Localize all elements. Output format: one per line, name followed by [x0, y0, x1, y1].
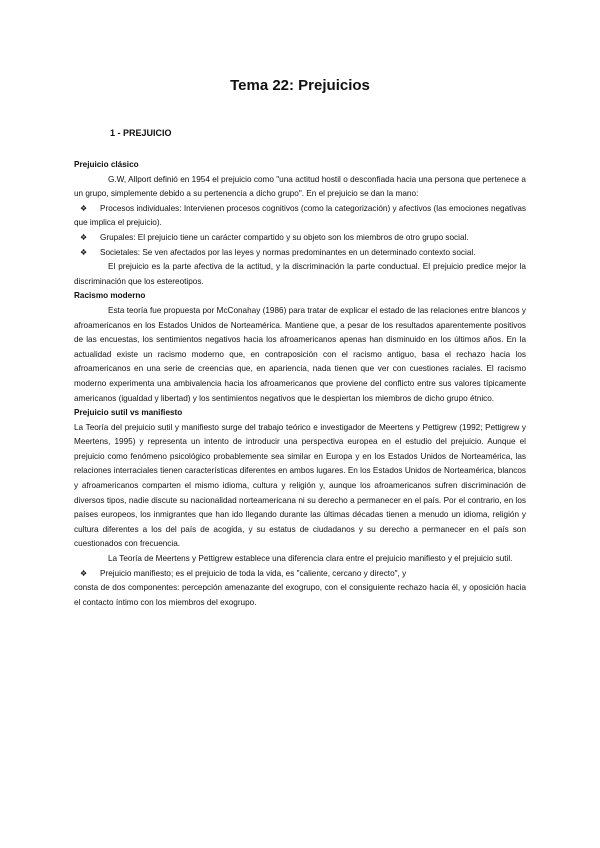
- document-title: Tema 22: Prejuicios: [230, 77, 370, 94]
- paragraph-meertens: La Teoría del prejuicio sutil y manifiesto surge del trabajo teórico e investigador de Meertens y Pettigrew (1992; Pettigrew y Meertens, 1995) y representa un intento de introducir una perspectiva europea en el estudio del prejuicio. Aunque el prejuicio como fenómeno psicológico probablemente sea similar en Europa y en los Estados Unidos de Norteamérica, las relaciones interraciales tienen características diferentes en ambos lugares. En los Estados Unidos de Norteamérica, blancos y afroamericanos comparten el mismo idioma, cultura y religión y, aunque los afroamericanos sufren discriminación de diversos tipos, nadie discute su nacionalidad norteamericana ni su derecho a permanecer en el país. Por el contrario, en los países europeos, los inmigrantes que han ido llegando durante las últimas décadas tienen a menudo un idioma, religión y cultura diferentes a los del país de acogida, y su estatus de ciudadanos y su derecho a permanecer en el país son cuestionados con frecuencia.: [74, 422, 526, 549]
- subheading-racismo-moderno: Racismo moderno: [74, 291, 146, 301]
- diamond-bullet-icon: ❖: [80, 568, 88, 578]
- document-body: [74, 158, 526, 610]
- diamond-bullet-icon: ❖: [80, 232, 88, 242]
- bullet-item: [74, 202, 526, 231]
- section-heading: 1 - PREJUICIO: [110, 128, 172, 138]
- diamond-bullet-icon: ❖: [80, 247, 88, 257]
- bullet-continuation: consta de dos componentes: percepción amenazante del exogrupo, con el consiguiente rechazo hacia él, y oposición hacia el contacto íntimo con los miembros del exogrupo.: [74, 583, 526, 607]
- diamond-bullet-icon: ❖: [80, 203, 88, 213]
- bullet-text: Procesos individuales: Intervienen procesos cognitivos (como la categorización) y afectivos (las emociones negativas que implica el prejuicio).: [74, 203, 526, 228]
- bullet-text: Grupales: El prejuicio tiene un carácter compartido y su objeto son los miembros de otro grupo social.: [100, 232, 469, 242]
- paragraph-allport: G.W, Allport definió en 1954 el prejuicio como "una actitud hostil o desconfiada hacia una persona que pertenece a un grupo, simplemente debido a su pertenencia a dicho grupo". En el prejuicio se dan la mano:: [74, 174, 526, 199]
- subheading-prejuicio-sutil: Prejuicio sutil vs manifiesto: [74, 408, 183, 418]
- paragraph-mcconahay: Esta teoría fue propuesta por McConahay (1986) para tratar de explicar el estado de las relaciones entre blancos y afroamericanos en los Estados Unidos de Norteamérica. Mantiene que, a pesar de los resultados aparentemente positivos de las encuestas, los sentimientos negativos hacia los afroamericanos apenas han disminuido en los últimos años. En la actualidad existe un racismo moderno que, en contraposición con el racismo antiguo, basa el rechazo hacia los afroamericanos en una serie de creencias que, en apariencia, nada tienen que ver con cuestiones raciales. El racismo moderno experimenta una ambivalencia hacia los afroamericanos que proviene del conflicto entre sus valores típicamente americanos (igualdad y libertad) y los sentimientos negativos que le despiertan los miembros de dicho grupo étnico.: [74, 305, 526, 403]
- bullet-item: [74, 567, 526, 582]
- subheading-prejuicio-clasico: Prejuicio clásico: [74, 160, 139, 169]
- bullet-item: [74, 231, 526, 246]
- bullet-item: [74, 246, 526, 261]
- paragraph-distincion: La Teoría de Meertens y Pettigrew establece una diferencia clara entre el prejuicio manifiesto y el prejuicio sutil.: [108, 554, 513, 564]
- paragraph-afectiva: El prejuicio es la parte afectiva de la actitud, y la discriminación la parte conductual. El prejuicio predice mejor la discriminación que los estereotipos.: [74, 262, 526, 286]
- bullet-text: Societales: Se ven afectados por las leyes y normas predominantes en un determinado contexto social.: [100, 247, 476, 257]
- bullet-text: Prejuicio manifiesto; es el prejuicio de toda la vida, es "caliente, cercano y directo", y: [100, 568, 407, 578]
